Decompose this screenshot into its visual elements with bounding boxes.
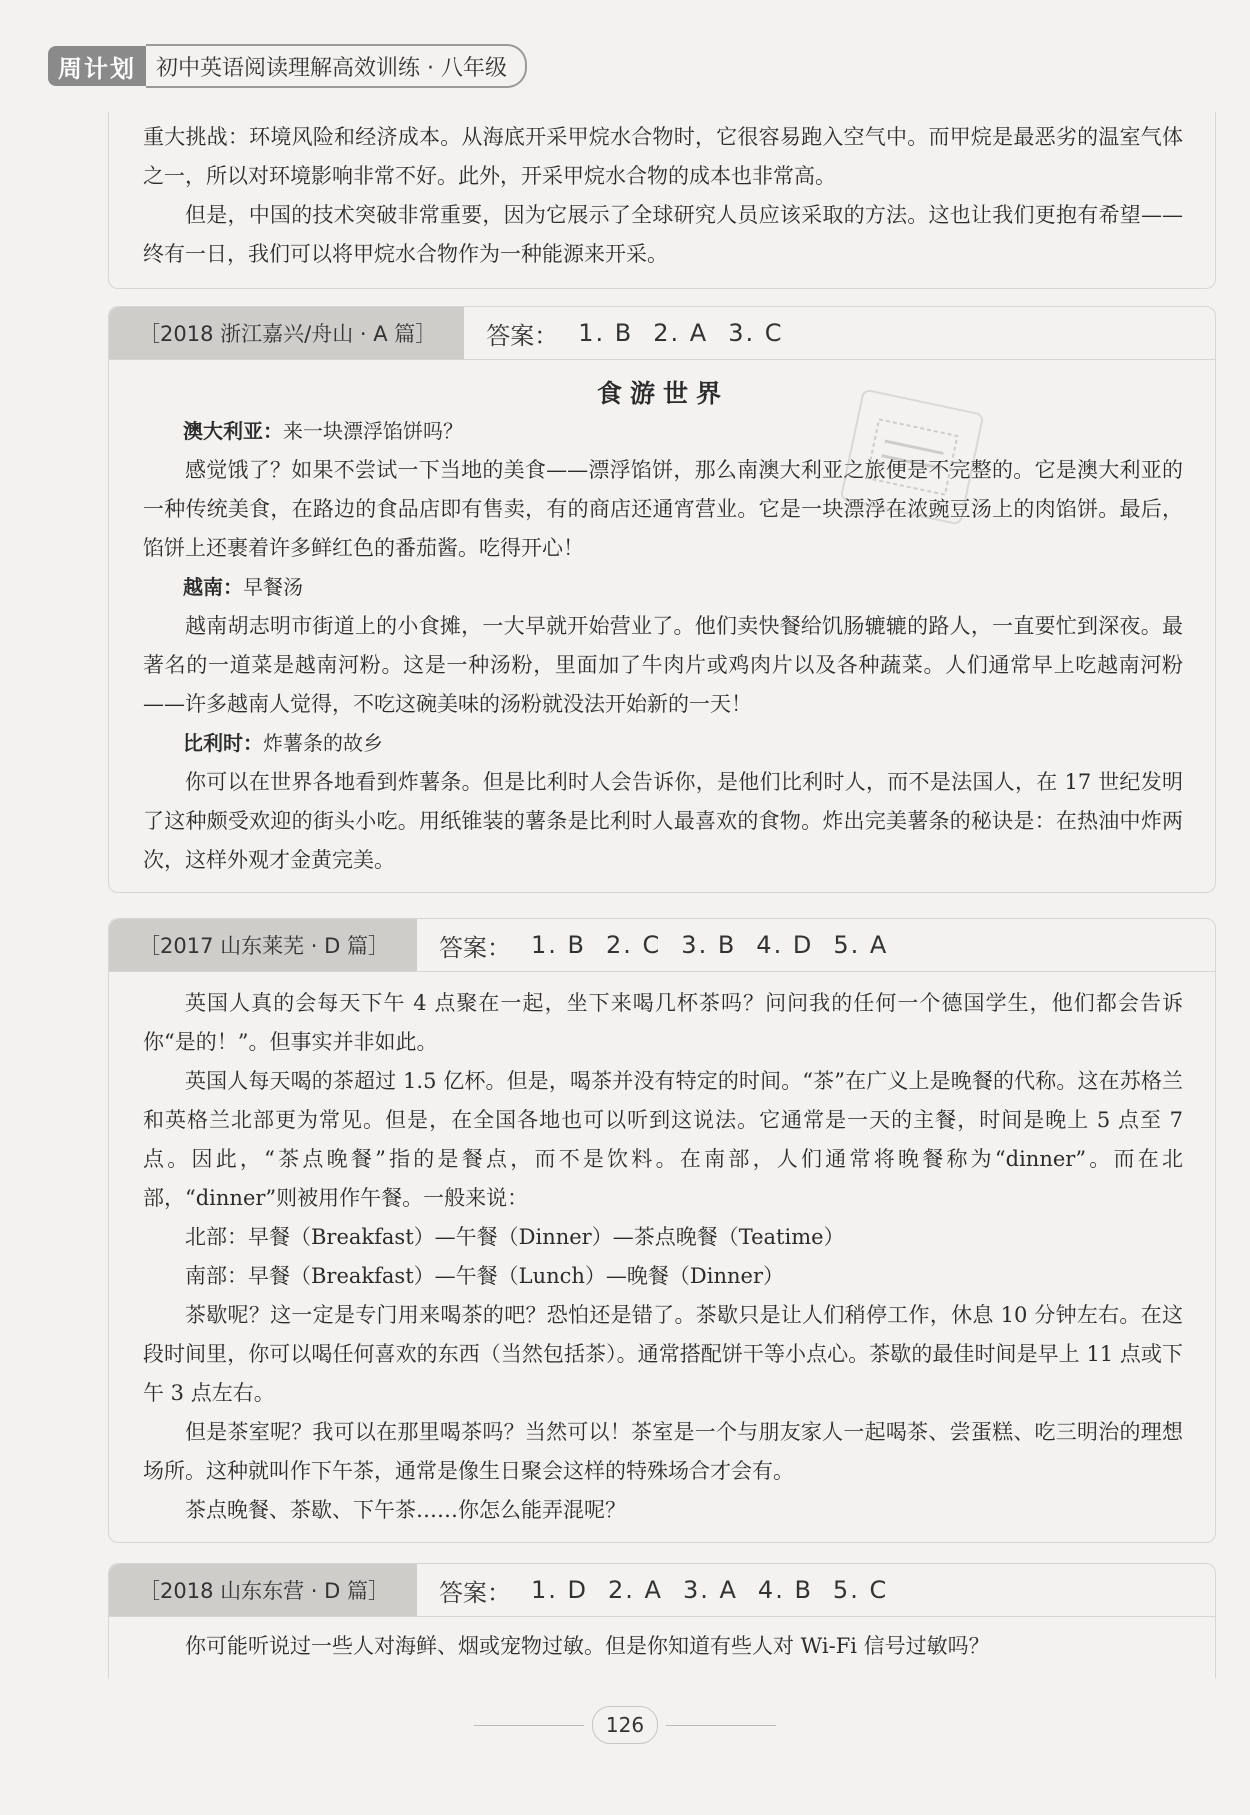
answer-item: 1. B [531, 931, 586, 959]
book-title: 初中英语阅读理解高效训练 · 八年级 [146, 44, 527, 88]
subheading-text: 早餐汤 [243, 575, 303, 599]
subheading-australia [143, 412, 1183, 451]
answer-item: 4. B [757, 1576, 813, 1604]
paragraph: 英国人真的会每天下午 4 点聚在一起，坐下来喝几杯茶吗？问问我的任何一个德国学生，他们都会告诉你“是的！”。但事实并非如此。 [143, 991, 1183, 1054]
answer-item: 4. D [756, 931, 814, 959]
answer-item: 5. C [832, 1576, 889, 1604]
paragraph: 南部：早餐（Breakfast）—午餐（Lunch）—晚餐（Dinner） [185, 1264, 785, 1288]
subheading-label: 澳大利亚： [183, 419, 283, 443]
footer-divider [666, 1725, 776, 1726]
subheading-label: 比利时： [183, 731, 263, 755]
paragraph: 北部：早餐（Breakfast）—午餐（Dinner）—茶点晚餐（Teatime） [185, 1225, 845, 1249]
answer-label: 答案： [439, 933, 511, 962]
section-header [109, 1564, 1215, 1617]
section-2017-shandong-laiwu [108, 918, 1216, 1543]
continuation-box [108, 112, 1216, 289]
article-title: 食游世界 [596, 379, 729, 408]
subheading-vietnam [143, 568, 1183, 607]
section-header [109, 919, 1215, 972]
answer-item: 3. A [682, 1576, 738, 1604]
paragraph: 你可以在世界各地看到炸薯条。但是比利时人会告诉你，是他们比利时人，而不是法国人，在 17 世纪发明了这种颇受欢迎的街头小吃。用纸锥装的薯条是比利时人最喜欢的食物。炸出完美薯条的秘诀是：在热油中炸两次，这样外观才金黄完美。 [143, 770, 1183, 872]
answer-item: 3. B [681, 931, 737, 959]
source-tag: ［2017 山东莱芜 · D 篇］ [109, 919, 417, 971]
paragraph: 但是茶室呢？我可以在那里喝茶吗？当然可以！茶室是一个与朋友家人一起喝茶、尝蛋糕、吃三明治的理想场所。这种就叫作下午茶，通常是像生日聚会这样的特殊场合才会有。 [143, 1420, 1183, 1483]
section-header [109, 307, 1215, 360]
answer-item: 1. B [578, 319, 634, 347]
footer-divider [474, 1725, 584, 1726]
answer-item: 5. A [833, 931, 889, 959]
answer-item: 2. A [653, 319, 709, 347]
answer-item: 2. C [606, 931, 662, 959]
page-footer [0, 1705, 1250, 1745]
subheading-belgium [143, 724, 1183, 763]
paragraph: 茶歇呢？这一定是专门用来喝茶的吧？恐怕还是错了。茶歇只是让人们稍停工作，休息 10 分钟左右。在这段时间里，你可以喝任何喜欢的东西（当然包括茶）。通常搭配饼干等小点心。茶歇的最佳时间是早上 11 点或下午 3 点左右。 [143, 1303, 1183, 1405]
section-2018-zhejiang [108, 306, 1216, 893]
page-number: 126 [592, 1706, 658, 1744]
answer-item: 3. C [728, 319, 784, 347]
paragraph: 但是，中国的技术突破非常重要，因为它展示了全球研究人员应该采取的方法。这也让我们更抱有希望——终有一日，我们可以将甲烷水合物作为一种能源来开采。 [143, 203, 1183, 266]
paragraph: 越南胡志明市街道上的小食摊，一大早就开始营业了。他们卖快餐给饥肠辘辘的路人，一直要忙到深夜。最著名的一道菜是越南河粉。这是一种汤粉，里面加了牛肉片或鸡肉片以及各种蔬菜。人们通常早上吃越南河粉——许多越南人觉得，不吃这碗美味的汤粉就没法开始新的一天！ [143, 614, 1183, 716]
answer-item: 1. D [531, 1576, 589, 1604]
page-header [48, 46, 527, 86]
section-2018-shandong-dongying [108, 1563, 1216, 1678]
paragraph: 重大挑战：环境风险和经济成本。从海底开采甲烷水合物时，它很容易跑入空气中。而甲烷是最恶劣的温室气体之一，所以对环境影响非常不好。此外，开采甲烷水合物的成本也非常高。 [143, 125, 1183, 188]
answer-label: 答案： [439, 1578, 511, 1607]
subheading-label: 越南： [183, 575, 243, 599]
paragraph: 茶点晚餐、茶歇、下午茶……你怎么能弄混呢？ [185, 1498, 626, 1522]
paragraph: 感觉饿了？如果不尝试一下当地的美食——漂浮馅饼，那么南澳大利亚之旅便是不完整的。它是澳大利亚的一种传统美食，在路边的食品店即有售卖，有的商店还通宵营业。它是一块漂浮在浓豌豆汤上的肉馅饼。最后，馅饼上还裹着许多鲜红色的番茄酱。吃得开心！ [143, 458, 1183, 560]
source-tag: ［2018 浙江嘉兴/舟山 · A 篇］ [109, 307, 464, 359]
subheading-text: 炸薯条的故乡 [263, 731, 383, 755]
answer-label: 答案： [486, 321, 559, 350]
brand-logo: 周计划 [48, 46, 146, 86]
source-tag: ［2018 山东东营 · D 篇］ [109, 1564, 417, 1616]
paragraph: 英国人每天喝的茶超过 1.5 亿杯。但是，喝茶并没有特定的时间。“茶”在广义上是晚餐的代称。这在苏格兰和英格兰北部更为常见。但是，在全国各地也可以听到这说法。它通常是一天的主餐，时间是晚上 5 点至 7 点。因此，“茶点晚餐”指的是餐点，而不是饮料。在南部，人们通常将晚餐称为“dinner”。而在北部，“dinner”则被用作午餐。一般来说： [143, 1069, 1183, 1210]
subheading-text: 来一块漂浮馅饼吗？ [283, 419, 463, 443]
paragraph: 你可能听说过一些人对海鲜、烟或宠物过敏。但是你知道有些人对 Wi-Fi 信号过敏吗？ [185, 1634, 990, 1658]
answer-item: 2. A [608, 1576, 663, 1604]
